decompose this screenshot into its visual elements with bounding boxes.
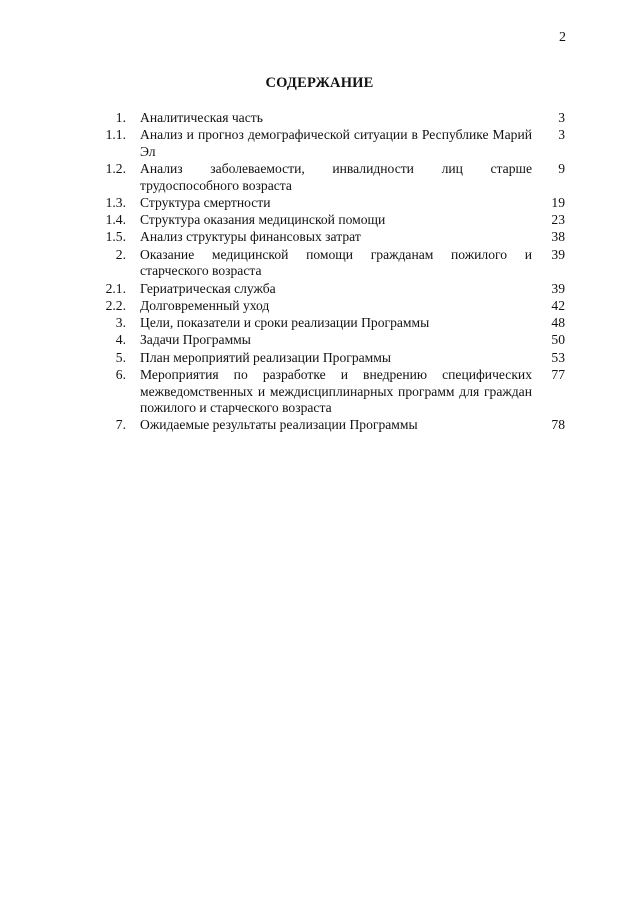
toc-entry-4 — [100, 332, 565, 349]
toc-entry-number: 1.4. — [105, 212, 126, 228]
toc-entry-number: 1. — [115, 110, 126, 125]
toc-entry-number: 5. — [115, 349, 126, 365]
toc-entry-1-1 — [100, 127, 565, 160]
toc-entry-page: 9 — [558, 161, 565, 177]
toc-entry-page: 39 — [551, 246, 565, 262]
toc-entry-title: Задачи Программы — [140, 332, 251, 348]
toc-title: СОДЕРЖАНИЕ — [265, 75, 374, 91]
toc-entry-page: 48 — [551, 315, 565, 331]
toc-entry-number: 3. — [115, 315, 126, 331]
toc-entry-number: 1.3. — [105, 194, 126, 210]
toc-entry-1 — [100, 110, 565, 127]
toc-entry-5 — [100, 350, 565, 367]
toc-entry-page: 53 — [551, 349, 565, 365]
toc-entry-number: 7. — [115, 417, 126, 433]
toc-entry-6 — [100, 367, 565, 417]
toc-entry-title: Мероприятия по разработке и внедрению специфических межведомственных и междисциплинарных программ для граждан пожилого и старческого возраста — [140, 367, 532, 416]
toc-entry-page: 38 — [551, 229, 565, 245]
toc-entry-title: Анализ структуры финансовых затрат — [140, 229, 361, 245]
toc-entry-number: 6. — [115, 367, 126, 383]
toc-entry-number: 4. — [115, 332, 126, 348]
toc-entry-page: 19 — [551, 194, 565, 210]
toc-entry-2-1 — [100, 281, 565, 298]
toc-entry-7 — [100, 417, 565, 434]
toc-entry-title: Ожидаемые результаты реализации Программы — [140, 417, 418, 433]
toc-entry-3 — [100, 315, 565, 332]
toc-entry-number: 2. — [115, 246, 126, 262]
toc-entry-1-3 — [100, 195, 565, 212]
toc-entry-number: 1.5. — [105, 229, 126, 245]
toc-entry-page: 78 — [551, 417, 565, 433]
toc-entry-number: 2.2. — [105, 297, 126, 313]
toc-entry-title: Анализ заболеваемости, инвалидности лиц старше трудоспособного возраста — [140, 161, 532, 193]
toc-entry-title: Анализ и прогноз демографической ситуации в Республике Марий Эл — [140, 127, 532, 159]
toc-entry-1-4 — [100, 212, 565, 229]
toc-entry-2-2 — [100, 298, 565, 315]
toc-entry-page: 3 — [558, 110, 565, 125]
page-number: 2 — [559, 30, 566, 45]
toc-entry-number: 1.2. — [105, 161, 126, 177]
toc-entry-page: 77 — [551, 367, 565, 383]
toc-entry-1-2 — [100, 161, 565, 194]
toc-entry-title: Структура оказания медицинской помощи — [140, 212, 386, 228]
toc-entry-number: 1.1. — [105, 127, 126, 143]
toc-entry-title: Долговременный уход — [140, 297, 270, 313]
toc-entry-title: Оказание медицинской помощи гражданам пожилого и старческого возраста — [140, 246, 532, 279]
toc-entry-2 — [100, 247, 565, 280]
toc-entry-page: 3 — [558, 127, 565, 143]
toc-entry-title: Цели, показатели и сроки реализации Программы — [140, 315, 430, 331]
toc-entry-number: 2.1. — [105, 280, 126, 296]
toc-entry-page: 50 — [551, 332, 565, 348]
toc-entry-page: 42 — [551, 297, 565, 313]
toc-entry-page: 23 — [551, 212, 565, 228]
toc-entry-page: 39 — [551, 280, 565, 296]
toc-entry-title: Структура смертности — [140, 194, 271, 210]
toc-entry-title: Гериатрическая служба — [140, 280, 276, 296]
toc-entry-title: Аналитическая часть — [140, 110, 263, 125]
table-of-contents — [100, 110, 565, 435]
toc-entry-title: План мероприятий реализации Программы — [140, 349, 392, 365]
toc-entry-1-5 — [100, 229, 565, 246]
